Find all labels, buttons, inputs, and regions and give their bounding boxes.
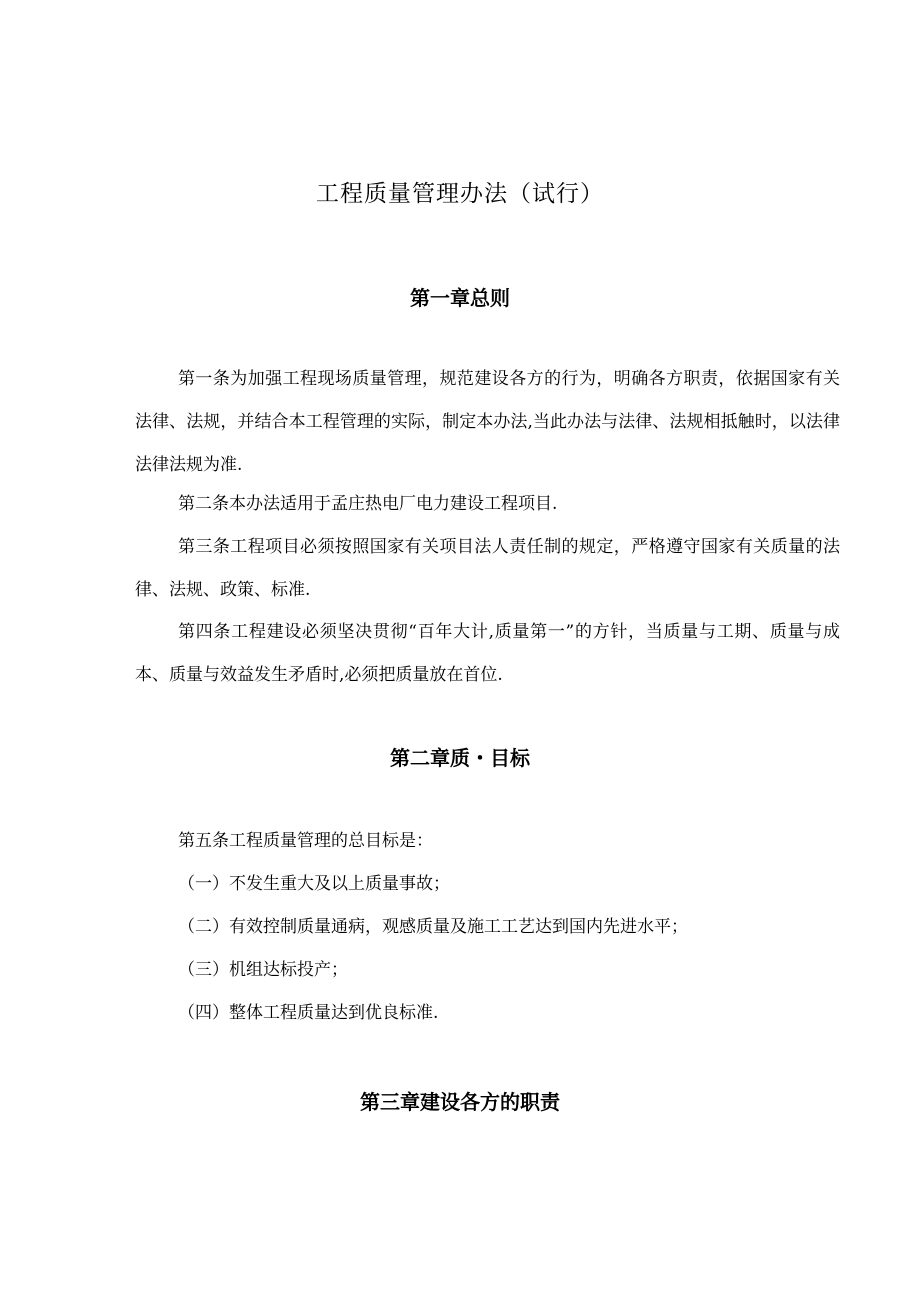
goal-item-1: （一）不发生重大及以上质量事故；: [178, 874, 450, 894]
chapter-2-heading: 第二章质・目标: [390, 746, 530, 770]
document-title: 工程质量管理办法（试行）: [316, 181, 604, 207]
chapter-1-heading: 第一章总则: [410, 286, 510, 310]
chapter-3-heading: 第三章建设各方的职责: [360, 1090, 560, 1114]
article-4: 第四条工程建设必须坚决贯彻“百年大计,质量第一”的方针，当质量与工期、质量与成本、质量与效益发生矛盾时,必须把质量放在首位.: [135, 622, 840, 685]
goal-item-4: （四）整体工程质量达到优良标准.: [178, 1003, 439, 1023]
article-3: 第三条工程项目必须按照国家有关项目法人责任制的规定，严格遵守国家有关质量的法律、法规、政策、标准.: [135, 537, 840, 600]
article-5: 第五条工程质量管理的总目标是：: [178, 831, 433, 851]
goal-item-2: （二）有效控制质量通病，观感质量及施工工艺达到国内先进水平；: [178, 917, 688, 937]
article-1: 第一条为加强工程现场质量管理，规范建设各方的行为，明确各方职责，依据国家有关法律、法规，并结合本工程管理的实际，制定本办法,当此办法与法律、法规相抵触时，以法律法律法规为准.: [135, 369, 840, 475]
article-2: 第二条本办法适用于孟庄热电厂电力建设工程项目.: [178, 494, 558, 514]
goal-item-3: （三）机组达标投产；: [178, 960, 348, 980]
